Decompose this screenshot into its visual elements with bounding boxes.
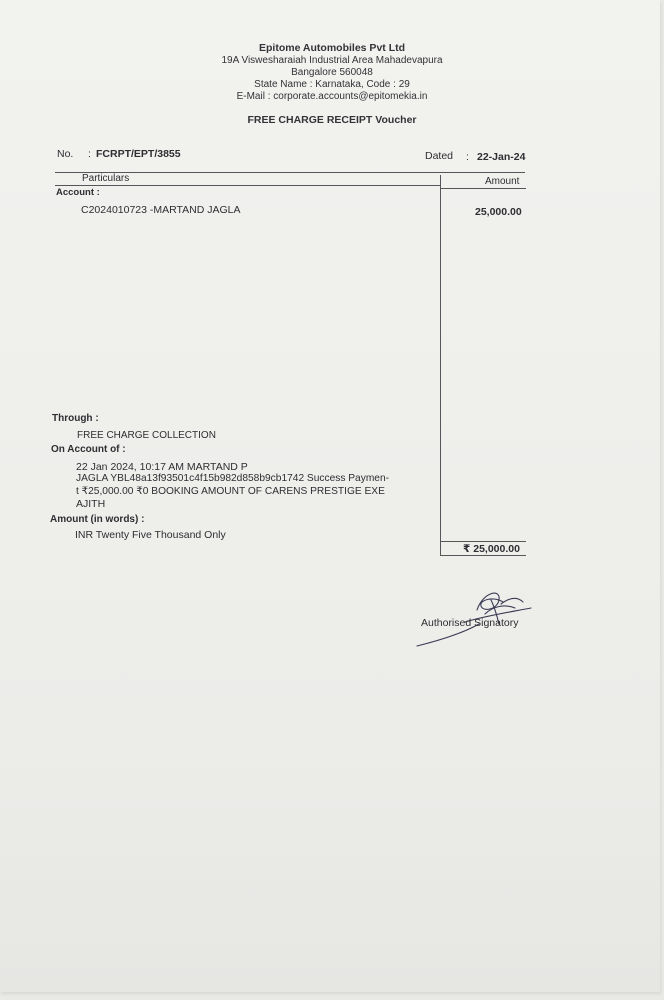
- dated-separator: :: [466, 151, 469, 163]
- company-name: Epitome Automobiles Pvt Ltd: [258, 42, 406, 54]
- col-particulars-header: Particulars: [82, 173, 130, 184]
- authorised-signatory-label: Authorised Signatory: [421, 617, 519, 629]
- account-amount: 25,000.00: [475, 206, 522, 218]
- account-label: Account :: [56, 187, 100, 198]
- voucher-title: FREE CHARGE RECEIPT Voucher: [247, 114, 417, 126]
- voucher-no-separator: :: [88, 148, 91, 160]
- account-name: C2024010723 -MARTAND JAGLA: [81, 204, 241, 216]
- amount-words-label: Amount (in words) :: [50, 514, 145, 525]
- header-rule-amount: [440, 188, 526, 189]
- narration-line4: AJITH: [76, 498, 106, 510]
- amount-words-value: INR Twenty Five Thousand Only: [75, 529, 226, 541]
- col-amount-header: Amount: [485, 176, 520, 187]
- company-email: E-Mail : corporate.accounts@epitomekia.in: [236, 91, 428, 102]
- column-divider: [440, 175, 441, 555]
- total-amount: ₹ 25,000.00: [463, 543, 520, 555]
- narration-line3: t ₹25,000.00 ₹0 BOOKING AMOUNT OF CARENS PRESTIGE EXE: [76, 486, 385, 497]
- total-bottom-rule: [440, 555, 526, 556]
- header-rule-particulars: [55, 185, 440, 186]
- on-account-label: On Account of :: [51, 444, 126, 455]
- dated-label: Dated: [425, 150, 454, 162]
- through-value: FREE CHARGE COLLECTION: [77, 430, 216, 441]
- company-address-line2: Bangalore 560048: [291, 67, 373, 78]
- narration-line1: 22 Jan 2024, 10:17 AM MARTAND P: [76, 461, 248, 473]
- dated-value: 22-Jan-24: [477, 151, 526, 163]
- company-state: State Name : Karnataka, Code : 29: [254, 79, 410, 90]
- voucher-no-value: FCRPT/EPT/3855: [96, 148, 181, 160]
- narration-line2: JAGLA YBL48a13f93501c4f15b982d858b9cb1742 Success Paymen-: [76, 473, 390, 484]
- voucher-no-label: No.: [57, 148, 74, 160]
- total-top-rule: [440, 541, 526, 542]
- through-label: Through :: [52, 413, 99, 424]
- company-address-line1: 19A Viswesharaiah Industrial Area Mahadevapura: [221, 55, 443, 66]
